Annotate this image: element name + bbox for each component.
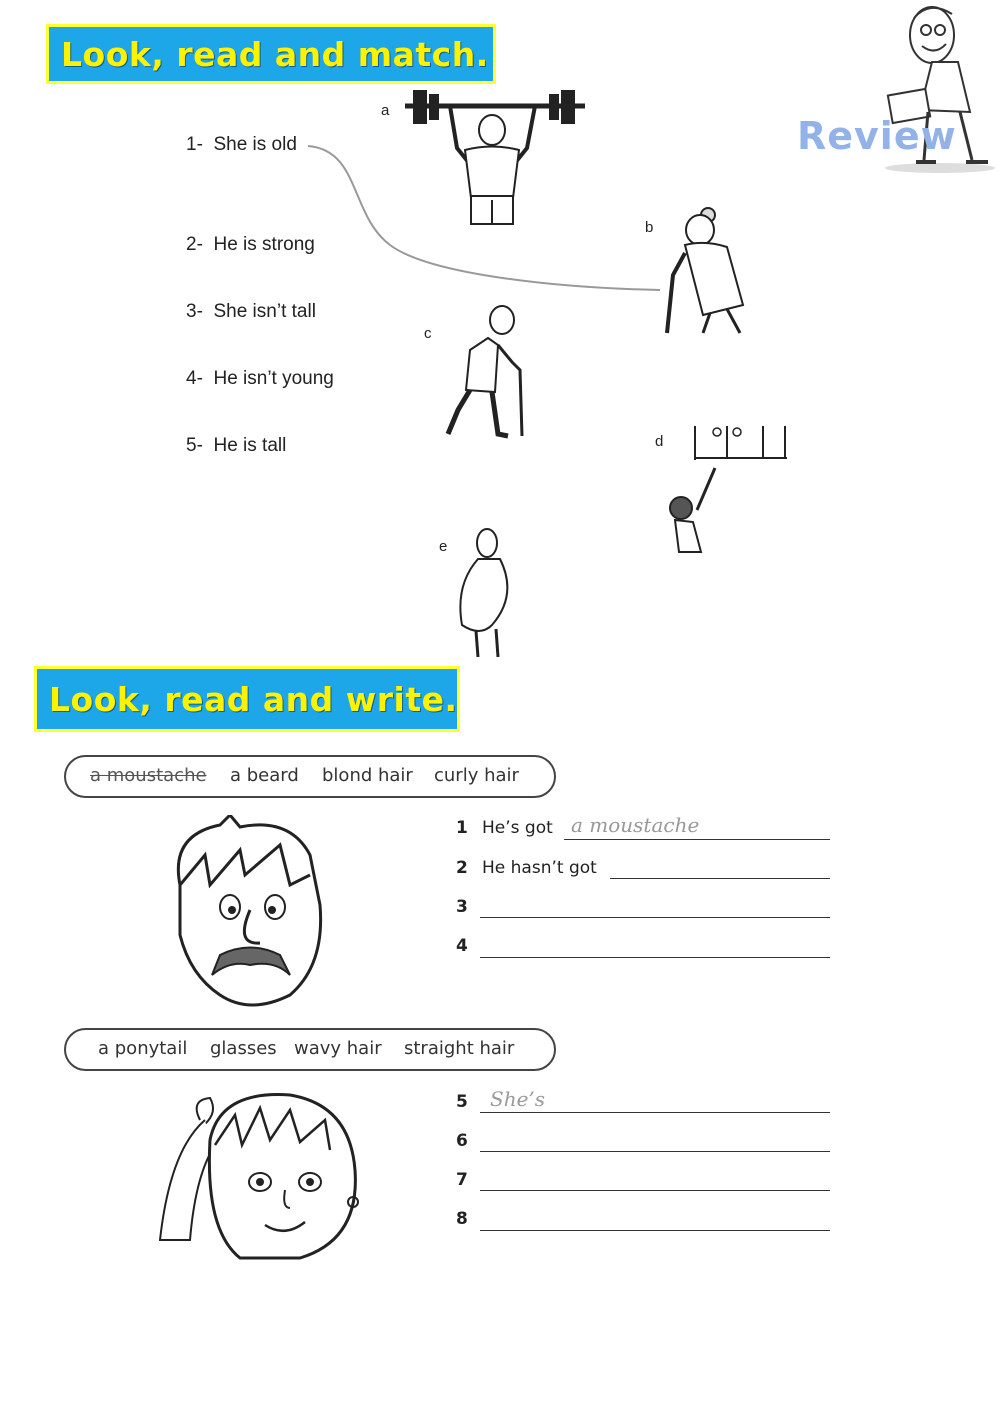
old-man-image[interactable]	[440, 300, 535, 440]
picture-letter-c: c	[424, 325, 432, 342]
match-sentence-3: 3- She isn’t tall	[186, 301, 316, 322]
answer-line-4[interactable]	[480, 957, 830, 958]
match-sentence-1: 1- She is old	[186, 134, 297, 155]
answer-line-3[interactable]	[480, 917, 830, 918]
item-number-8: 8	[456, 1209, 468, 1229]
answer-line-6[interactable]	[480, 1151, 830, 1152]
item-number-4: 4	[456, 936, 468, 956]
item-number-7: 7	[456, 1170, 468, 1190]
match-sentence-2: 2- He is strong	[186, 234, 315, 255]
item-answer-1[interactable]: a moustache	[571, 813, 700, 837]
answer-line-7[interactable]	[480, 1190, 830, 1191]
girl-face-image[interactable]	[150, 1090, 370, 1260]
answer-line-5[interactable]	[480, 1112, 830, 1113]
picture-letter-e: e	[439, 538, 448, 555]
boy-face-image[interactable]	[150, 815, 340, 1015]
word-box-2-word-4: straight hair	[404, 1038, 515, 1059]
word-box-1	[64, 755, 556, 798]
item-number-3: 3	[456, 897, 468, 917]
word-box-2	[64, 1028, 556, 1071]
item-answer-5[interactable]: She’s	[490, 1087, 546, 1111]
item-prompt-2: He hasn’t got	[482, 858, 597, 878]
section-title-write: Look, read and write.	[49, 680, 458, 719]
picture-letter-d: d	[655, 433, 664, 450]
word-box-1-word-2: a beard	[230, 765, 299, 786]
strong-man-image[interactable]	[395, 88, 595, 228]
item-prompt-1: He’s got	[482, 818, 553, 838]
word-box-2-word-1: a ponytail	[98, 1038, 188, 1059]
section-title-match: Look, read and match.	[61, 35, 489, 74]
word-box-1-word-4: curly hair	[434, 765, 519, 786]
item-number-6: 6	[456, 1131, 468, 1151]
word-box-2-word-2: glasses	[210, 1038, 277, 1059]
match-sentence-5: 5- He is tall	[186, 435, 287, 456]
answer-line-1[interactable]	[564, 839, 830, 840]
review-label: Review	[797, 114, 957, 158]
short-girl-image[interactable]	[645, 420, 795, 560]
answer-line-2[interactable]	[610, 878, 830, 879]
old-woman-image[interactable]	[655, 205, 755, 340]
section-title-banner-write	[34, 666, 460, 732]
word-box-2-word-3: wavy hair	[294, 1038, 382, 1059]
match-sentence-4: 4- He isn’t young	[186, 368, 334, 389]
tall-man-image[interactable]	[440, 525, 530, 660]
picture-letter-b: b	[645, 219, 654, 236]
item-number-5: 5	[456, 1092, 468, 1112]
answer-line-8[interactable]	[480, 1230, 830, 1231]
picture-letter-a: a	[381, 102, 390, 119]
item-number-1: 1	[456, 818, 468, 838]
word-box-1-word-3: blond hair	[322, 765, 413, 786]
word-box-1-word-1: a moustache	[90, 765, 207, 786]
item-number-2: 2	[456, 858, 468, 878]
